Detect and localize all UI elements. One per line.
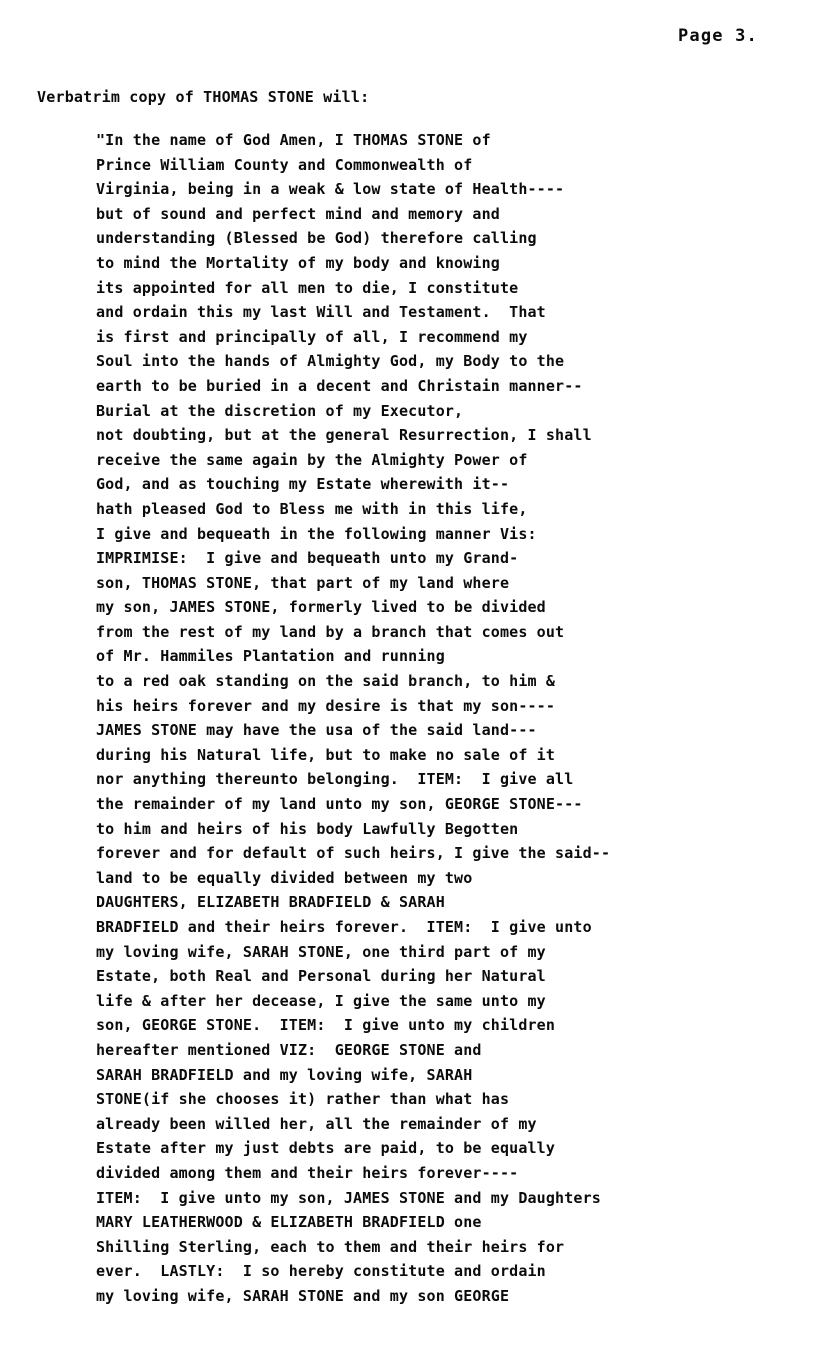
will-body-text (96, 128, 806, 1309)
will-body-line: Burial at the discretion of my Executor, (96, 401, 464, 420)
will-body-line: earth to be buried in a decent and Christain manner-- (96, 376, 583, 395)
will-body-line: and ordain this my last Will and Testament. That (96, 303, 546, 322)
will-body-line: life & after her decease, I give the same unto my (96, 991, 546, 1010)
will-body-line: IMPRIMISE: I give and bequeath unto my Grand- (96, 549, 519, 568)
will-body-line: to him and heirs of his body Lawfully Begotten (96, 819, 519, 838)
will-body-line: JAMES STONE may have the usa of the said land--- (96, 721, 537, 740)
will-body-line: hath pleased God to Bless me with in this life, (96, 499, 528, 518)
will-body-line: my loving wife, SARAH STONE and my son GEORGE (96, 1286, 510, 1305)
will-body-line: "In the name of God Amen, I THOMAS STONE of (96, 131, 491, 149)
will-body-line: son, THOMAS STONE, that part of my land where (96, 573, 510, 592)
will-body-line: but of sound and perfect mind and memory and (96, 204, 500, 223)
will-body-line: Soul into the hands of Almighty God, my Body to the (96, 352, 565, 371)
will-body-line: receive the same again by the Almighty Power of (96, 450, 528, 469)
will-body-line: from the rest of my land by a branch that comes out (96, 622, 565, 641)
will-body-line: understanding (Blessed be God) therefore calling (96, 229, 537, 248)
will-body-line: Estate, both Real and Personal during her Natural (96, 967, 546, 986)
will-body-line: land to be equally divided between my two (96, 868, 473, 887)
will-body-line: DAUGHTERS, ELIZABETH BRADFIELD & SARAH (96, 893, 445, 912)
will-body-line: my son, JAMES STONE, formerly lived to be divided (96, 598, 546, 617)
will-body-line: God, and as touching my Estate wherewith it-- (96, 475, 510, 494)
page-number: Page 3. (677, 26, 758, 46)
will-body-line: hereafter mentioned VIZ: GEORGE STONE and (96, 1040, 482, 1059)
will-body-line: of Mr. Hammiles Plantation and running (96, 647, 445, 666)
will-body-line: already been willed her, all the remainder of my (96, 1114, 537, 1133)
will-body-line: son, GEORGE STONE. ITEM: I give unto my children (96, 1016, 556, 1035)
will-body-line: his heirs forever and my desire is that my son---- (96, 696, 556, 715)
will-body-line: Prince William County and Commonwealth of (96, 155, 473, 174)
will-body-line: Estate after my just debts are paid, to be equally (96, 1139, 556, 1158)
will-body-line: the remainder of my land unto my son, GEORGE STONE--- (96, 795, 583, 814)
will-body-line: SARAH BRADFIELD and my loving wife, SARAH (96, 1065, 473, 1084)
will-body-line: nor anything thereunto belonging. ITEM: I give all (96, 770, 574, 789)
will-body-line: ever. LASTLY: I so hereby constitute and ordain (96, 1262, 546, 1281)
will-body-line: STONE(if she chooses it) rather than what has (96, 1090, 510, 1109)
will-body-line: I give and bequeath in the following manner Vis: (96, 524, 537, 543)
will-body-line: is first and principally of all, I recommend my (96, 327, 528, 346)
will-body-line: to a red oak standing on the said branch, to him & (96, 672, 556, 691)
will-body-line: during his Natural life, but to make no sale of it (96, 745, 556, 764)
document-intro-line: Verbatrim copy of THOMAS STONE will: (37, 88, 370, 106)
will-body-line: BRADFIELD and their heirs forever. ITEM: I give unto (96, 918, 592, 936)
will-body-line: divided among them and their heirs forever---- (96, 1163, 519, 1182)
will-body-line: Shilling Sterling, each to them and their heirs for (96, 1237, 565, 1256)
will-body-line: not doubting, but at the general Resurrection, I shall (96, 426, 592, 445)
will-body-line: MARY LEATHERWOOD & ELIZABETH BRADFIELD one (96, 1213, 482, 1232)
will-body-line: forever and for default of such heirs, I give the said-- (96, 844, 611, 863)
will-body-line: to mind the Mortality of my body and knowing (96, 253, 500, 272)
will-body-line: Virginia, being in a weak & low state of Health---- (96, 180, 565, 199)
will-body-line: its appointed for all men to die, I constitute (96, 278, 519, 297)
will-body-line: my loving wife, SARAH STONE, one third part of my (96, 942, 546, 961)
will-body-line: ITEM: I give unto my son, JAMES STONE and my Daughters (96, 1188, 601, 1207)
